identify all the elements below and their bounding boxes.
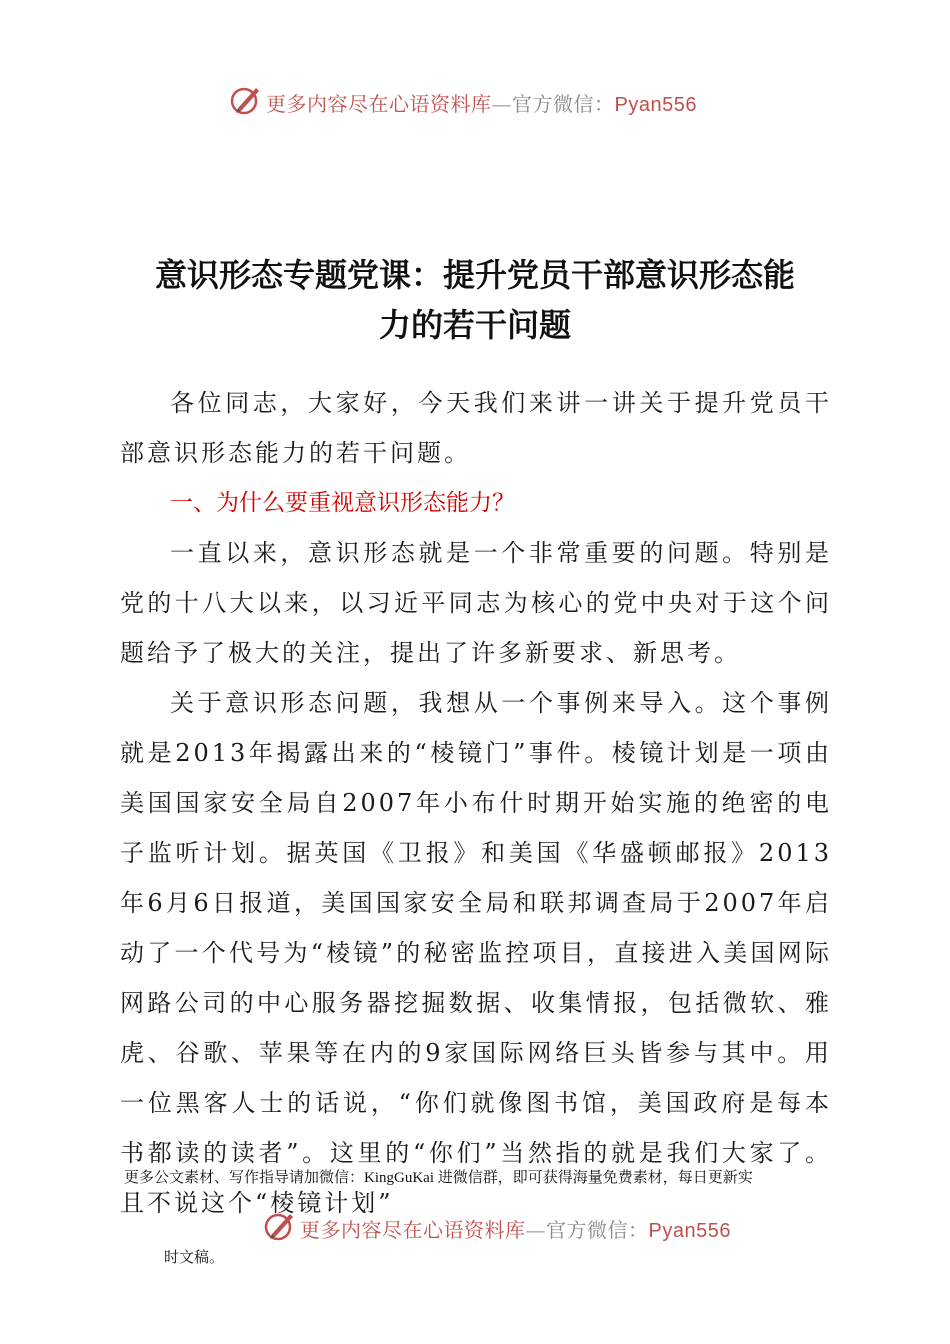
pen-logo-icon [262,1208,298,1244]
banner-dash: — [491,92,512,116]
banner-text [266,88,697,117]
footer-continuation: 时文稿。 [164,1250,225,1266]
banner-official-label: 官方微信： [546,1218,649,1242]
paragraph-2: 关于意识形态问题，我想从一个事例来导入。这个事例就是2013年揭露出来的“棱镜门”事件。棱镜计划是一项由美国国家安全局自2007年小布什时期开始实施的绝密的电子监听计划。据英国《卫报》和美国《华盛顿邮报》2013年6月6日报道，美国国家安全局和联邦调查局于2007年启动了一个代号为“棱镜”的秘密监控项目，直接进入美国网际网路公司的中心服务器挖掘数据、收集情报，包括微软、雅虎、谷歌、苹果等在内的9家国际网络巨头皆参与其中。用一位黑客人士的话说，“你们就像图书馆，美国政府是每本书都读的读者”。这里的“你们”当然指的就是我们大家了。且不说这个“棱镜计划” [120,689,832,1217]
section-heading-1: 一、为什么要重视意识形态能力？ [170,490,515,516]
banner-wechat-id: Pyan556 [614,94,697,116]
footer-promo-line: 更多公文素材、写作指导请加微信：KingGuKai 进微信群，即可获得海量免费素材，每日更新实 [124,1170,753,1186]
paragraph-1: 一直以来，意识形态就是一个非常重要的问题。特别是党的十八大以来，以习近平同志为核心的党中央对于这个问题给予了极大的关注，提出了许多新要求、新思考。 [120,539,832,667]
document-body [120,378,832,1228]
banner-dash: — [525,1218,546,1242]
banner-main-text: 更多内容尽在心语资料库 [300,1218,526,1242]
top-watermark-banner [0,80,950,120]
banner-wechat-id: Pyan556 [648,1220,731,1242]
banner-official-label: 官方微信： [512,92,615,116]
pen-logo-icon [228,82,264,118]
banner-text [300,1214,731,1243]
bottom-watermark-banner [0,1206,950,1246]
intro-paragraph: 各位同志，大家好，今天我们来讲一讲关于提升党员干部意识形态能力的若干问题。 [120,389,832,467]
title-line-2: 力的若干问题 [378,306,571,344]
banner-main-text: 更多内容尽在心语资料库 [266,92,492,116]
title-line-1: 意识形态专题党课：提升党员干部意识形态能 [154,256,795,294]
document-title [100,250,850,350]
